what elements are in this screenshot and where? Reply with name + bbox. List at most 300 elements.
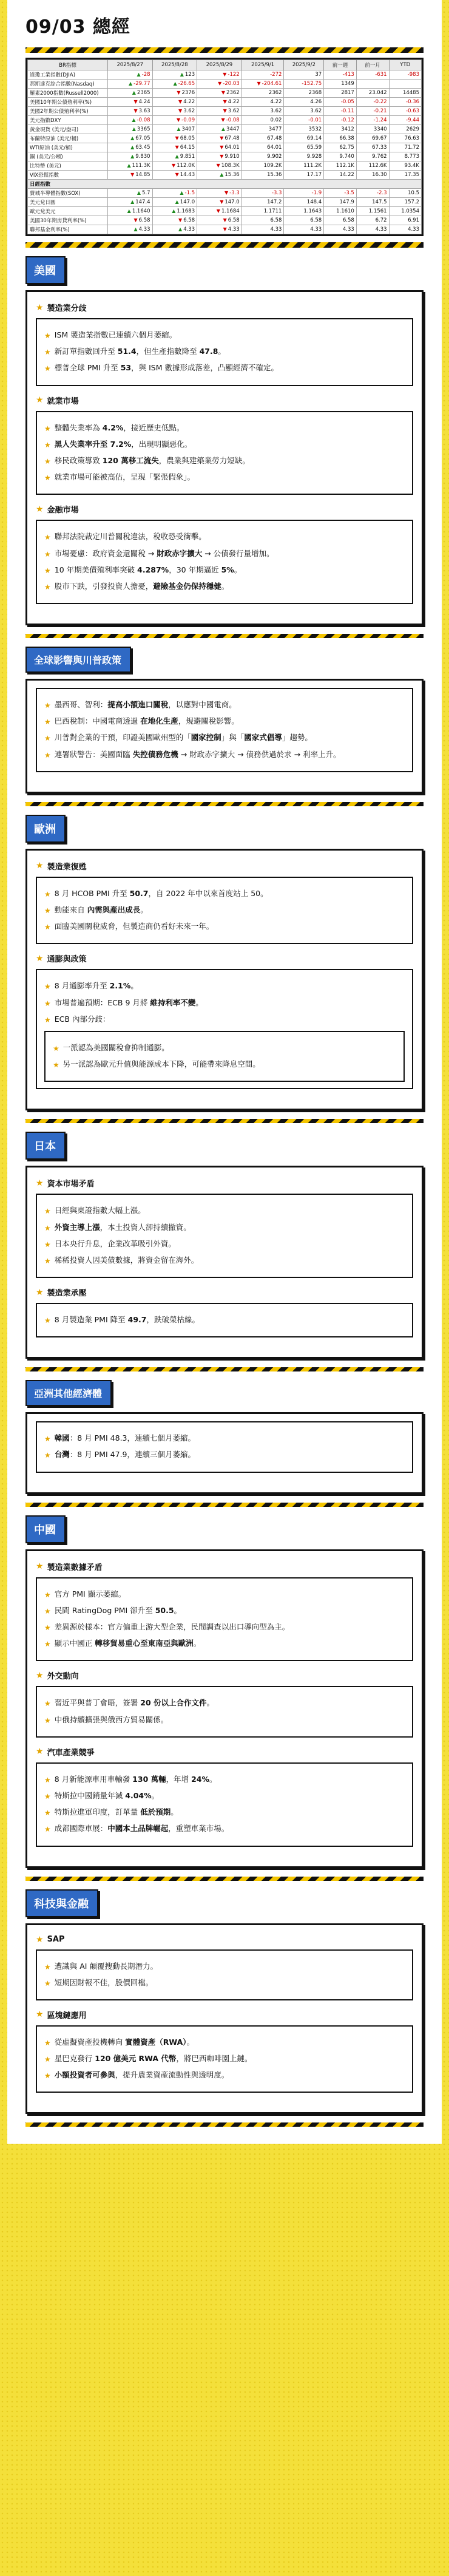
bullet-text	[55, 330, 177, 341]
table-cell	[152, 80, 197, 89]
bullet-item	[53, 1059, 396, 1070]
star-icon: ★	[44, 750, 51, 760]
section-card-asia	[25, 1412, 424, 1494]
table-cell-value: 14.43	[180, 172, 195, 178]
table-cell-value: 4.33	[310, 226, 322, 233]
table-cell	[324, 152, 357, 161]
table-cell-value: -204.61	[262, 81, 282, 87]
table-cell-value: 1.1640	[132, 208, 150, 214]
bullet-segment: 市場憂慮：政府資金還關稅 →	[54, 548, 157, 558]
table-cell-value: 4.33	[375, 226, 387, 233]
triangle-up-icon: ▲	[132, 117, 136, 123]
bullet-bold: 低於預期	[140, 1807, 171, 1817]
subsection-heading	[36, 503, 413, 515]
triangle-down-icon: ▼	[178, 99, 183, 104]
bullet-bold: 50.7	[129, 888, 149, 898]
table-cell	[241, 80, 284, 89]
star-icon: ★	[53, 1044, 59, 1053]
table-row	[28, 143, 422, 152]
bullet-segment: 從虛擬資產投機轉向	[54, 2037, 126, 2047]
bullet-item	[53, 1043, 396, 1053]
table-cell-value: 9.851	[180, 154, 195, 160]
table-cell	[197, 152, 242, 161]
triangle-down-icon: ▼	[257, 81, 261, 86]
subsection-title: 通膨與政策	[47, 955, 87, 965]
bullet-segment: ，跌破榮枯線。	[146, 1315, 200, 1325]
bullet-box	[36, 318, 413, 386]
bullet-text	[55, 363, 279, 373]
star-icon: ★	[44, 1207, 51, 1216]
bullet-bold: 2.1%	[109, 981, 131, 991]
table-cell	[108, 125, 153, 134]
table-cell	[108, 98, 153, 107]
section-card-us	[25, 290, 424, 625]
hazard-divider	[25, 1119, 424, 1123]
hazard-divider	[25, 802, 424, 806]
table-cell	[241, 125, 284, 134]
bullet-segment: ，本土投資人卻持續撤資。	[100, 1222, 191, 1232]
table-cell-value: 147.4	[135, 199, 150, 205]
table-cell-value: 4.33	[408, 226, 419, 233]
table-cell-value: -26.65	[178, 81, 195, 87]
table-cell	[152, 161, 197, 171]
nested-bullet-box	[44, 1031, 405, 1082]
bullet-segment: 一派認為美國關稅會抑制通膨。	[62, 1042, 169, 1052]
table-cell-value: 9.928	[306, 154, 322, 160]
table-header-cell: 2025/9/2	[284, 60, 324, 70]
section-title: 美國	[25, 256, 66, 284]
table-row-label: 道瓊工業指數(DJIA)	[28, 70, 108, 80]
table-cell	[197, 189, 242, 198]
table-cell-value: 1349	[341, 81, 354, 87]
bullet-bold: 4.287%	[137, 565, 169, 574]
bullet-text	[55, 1223, 191, 1233]
star-icon: ★	[44, 999, 51, 1008]
star-icon: ★	[44, 364, 51, 373]
table-header-cell: 前一週	[324, 60, 357, 70]
bullet-bold: 台灣	[54, 1450, 70, 1460]
table-cell-value: 65.59	[306, 144, 322, 151]
star-icon: ★	[44, 906, 51, 915]
bullet-segment: 墨西哥、智利：	[54, 700, 108, 710]
bullet-item	[44, 2054, 405, 2064]
table-cell	[284, 216, 324, 225]
triangle-up-icon: ▲	[132, 126, 136, 132]
table-cell-value: 6.58	[310, 217, 322, 223]
table-cell-value: 6.91	[408, 217, 419, 223]
table-cell-value: 10.5	[408, 190, 419, 196]
bullet-item	[44, 1206, 405, 1216]
bullet-item	[44, 716, 405, 727]
bullet-segment: 。	[234, 565, 242, 574]
star-icon: ★	[44, 2038, 51, 2047]
bullet-text	[55, 889, 268, 899]
table-cell	[324, 98, 357, 107]
subsection-title: 區塊鏈應用	[47, 2011, 87, 2020]
bullet-text	[55, 1239, 176, 1249]
star-icon: ★	[44, 718, 51, 727]
table-cell-value: 111.3K	[132, 163, 150, 169]
table-cell	[152, 216, 197, 225]
bullet-text	[55, 565, 242, 576]
triangle-down-icon: ▼	[130, 172, 135, 177]
subsection-title: 資本市場矛盾	[47, 1180, 95, 1189]
triangle-down-icon: ▼	[223, 226, 227, 232]
table-cell	[241, 189, 284, 198]
table-cell-value: -272	[270, 72, 282, 78]
bullet-segment: 8 月通膨率升至	[54, 981, 110, 991]
table-cell-value: -0.11	[340, 108, 354, 114]
triangle-up-icon: ▲	[127, 163, 131, 168]
bullet-item	[44, 998, 405, 1008]
bullet-item	[44, 1433, 405, 1444]
star-icon: ★	[44, 424, 51, 433]
table-cell-value: 2368	[308, 90, 322, 96]
table-cell-value: -0.05	[340, 99, 354, 105]
triangle-down-icon: ▼	[133, 217, 138, 223]
table-row	[28, 198, 422, 207]
table-cell	[284, 152, 324, 161]
bullet-bold: 24%	[191, 1774, 210, 1784]
table-header-cell: BR指標	[28, 60, 108, 70]
table-cell	[324, 198, 357, 207]
hazard-divider	[25, 47, 424, 53]
table-cell	[284, 107, 324, 116]
table-cell-value: 3412	[341, 126, 354, 132]
star-icon: ★	[44, 1015, 51, 1024]
triangle-down-icon: ▼	[216, 163, 220, 168]
table-cell-value: 71.72	[404, 144, 419, 151]
table-cell	[152, 207, 197, 216]
bullet-item	[44, 1824, 405, 1834]
table-cell-value: 4.33	[138, 226, 150, 233]
table-cell-value: 3340	[373, 126, 387, 132]
table-cell-value: 3447	[226, 126, 240, 132]
table-cell	[356, 216, 389, 225]
triangle-up-icon: ▲	[137, 190, 141, 195]
table-cell	[324, 89, 357, 98]
table-cell	[108, 207, 153, 216]
triangle-down-icon: ▼	[176, 117, 181, 123]
bullet-segment: ，提升農業資產流動性與透明度。	[115, 2070, 229, 2080]
table-row	[28, 216, 422, 225]
bullet-bold: 外資主導上漲	[54, 1222, 100, 1232]
star-icon: ★	[36, 302, 44, 313]
bullet-item	[44, 922, 405, 932]
triangle-up-icon: ▲	[130, 154, 135, 159]
bullet-segment: 動能來自	[54, 905, 87, 914]
bullet-item	[44, 582, 405, 592]
subsection-title: 外交動向	[47, 1672, 79, 1682]
subsection-heading	[36, 1935, 413, 1945]
table-header-cell: 2025/9/1	[241, 60, 284, 70]
table-cell	[356, 152, 389, 161]
table-cell-value: 2376	[181, 90, 195, 96]
star-icon: ★	[36, 2010, 44, 2020]
table-cell-value: 16.30	[372, 172, 387, 178]
table-cell	[241, 198, 284, 207]
table-cell	[284, 198, 324, 207]
table-cell	[108, 89, 153, 98]
table-cell	[152, 70, 197, 80]
table-cell	[284, 171, 324, 180]
bullet-box	[36, 1421, 413, 1472]
table-cell-value: 109.2K	[263, 163, 282, 169]
table-cell	[284, 143, 324, 152]
table-cell	[241, 216, 284, 225]
bullet-bold: 小額投資者可參與	[54, 2070, 115, 2080]
bullet-box	[36, 1949, 413, 2000]
table-cell	[197, 198, 242, 207]
table-cell	[324, 161, 357, 171]
bullet-segment: 遭識與 AI 顛覆搜動長期潛力。	[54, 1961, 158, 1971]
bullet-item	[44, 423, 405, 433]
table-cell-value: 8.773	[404, 154, 419, 160]
table-cell-value: 76.63	[404, 135, 419, 141]
star-icon: ★	[44, 1809, 51, 1818]
subsection-heading	[36, 1561, 413, 1572]
bullet-bold: 韓國	[54, 1433, 70, 1443]
triangle-down-icon: ▼	[216, 208, 220, 214]
bullet-text	[55, 1715, 169, 1725]
table-cell	[241, 143, 284, 152]
subsection-title: 製造業承壓	[47, 1289, 87, 1299]
bullet-segment: 。	[151, 1790, 160, 1800]
bullet-segment: ，規避關稅影響。	[178, 716, 239, 726]
bullet-segment: 。	[221, 581, 229, 591]
table-cell-value: 6.58	[270, 217, 282, 223]
bullet-segment: 。	[218, 347, 226, 356]
bullet-segment: 巴西稅制：中國電商透過	[54, 716, 141, 726]
table-header-cell: 2025/8/27	[108, 60, 153, 70]
table-cell	[197, 171, 242, 180]
sections-container	[25, 256, 424, 2127]
table-cell	[152, 98, 197, 107]
star-icon: ★	[44, 889, 51, 899]
bullet-item	[44, 1775, 405, 1785]
table-cell-value: -0.21	[373, 108, 387, 114]
bullet-segment: ：8 月 PMI 47.9，連續三個月萎縮。	[69, 1450, 195, 1460]
table-cell-value: 1.1643	[303, 208, 322, 214]
bullet-text	[55, 1315, 200, 1325]
table-cell	[152, 189, 197, 198]
table-cell-value: 15.36	[224, 172, 240, 178]
star-icon: ★	[44, 1623, 51, 1632]
table-cell-value: 1.1684	[221, 208, 240, 214]
bullet-text	[55, 700, 237, 710]
table-row-label: 比特幣 (美元)	[28, 161, 108, 171]
table-cell-value: 62.75	[339, 144, 354, 151]
table-cell	[389, 134, 421, 143]
section-header-us	[25, 256, 424, 284]
bullet-box	[36, 1762, 413, 1847]
bullet-text	[55, 532, 206, 542]
triangle-up-icon: ▲	[127, 208, 131, 214]
table-cell-value: 3.62	[310, 108, 322, 114]
bullet-item	[44, 440, 405, 450]
table-header-cell: 2025/8/29	[197, 60, 242, 70]
triangle-down-icon: ▼	[223, 99, 227, 104]
table-row-label: 布蘭特原油 (美元/桶)	[28, 134, 108, 143]
table-cell-value: 3.62	[183, 108, 195, 114]
bullet-text	[55, 1014, 110, 1025]
table-cell	[356, 89, 389, 98]
bullet-text	[55, 716, 239, 727]
bullet-segment: 。	[195, 997, 203, 1007]
bullet-box	[36, 2025, 413, 2093]
hazard-divider	[25, 1503, 424, 1507]
section-card-eu	[25, 849, 424, 1111]
bullet-bold: 轉移貿易重心至東南亞與歐洲	[95, 1639, 194, 1648]
bullet-segment: 」趨勢。	[282, 733, 312, 743]
table-cell	[241, 171, 284, 180]
table-cell	[108, 134, 153, 143]
bullet-segment: ，將巴西咖啡園上鏈。	[176, 2054, 252, 2064]
triangle-down-icon: ▼	[220, 135, 224, 141]
star-icon: ★	[36, 1178, 44, 1188]
subsection-title: 汽車產業競爭	[47, 1748, 95, 1758]
table-cell	[284, 98, 324, 107]
bullet-bold: 53	[120, 363, 132, 373]
star-icon: ★	[44, 1435, 51, 1444]
table-cell	[197, 225, 242, 234]
table-row	[28, 207, 422, 216]
table-cell-value: 3.62	[270, 108, 282, 114]
table-cell-value: 15.36	[267, 172, 282, 178]
star-icon: ★	[44, 457, 51, 466]
market-table-container	[25, 58, 424, 236]
table-cell-value: 112.0K	[177, 163, 195, 169]
table-row	[28, 189, 422, 198]
bullet-text	[55, 1978, 154, 1988]
subsection-heading	[36, 1286, 413, 1298]
table-row-label: 美元指數DXY	[28, 116, 108, 125]
bullet-segment: 。	[140, 905, 148, 914]
triangle-up-icon: ▲	[180, 72, 184, 77]
triangle-down-icon: ▼	[175, 135, 179, 141]
table-cell	[389, 189, 421, 198]
bullet-bold: 國家控制	[191, 733, 221, 743]
bullet-text	[55, 1775, 217, 1785]
bullet-segment: 整體失業率為	[54, 423, 103, 432]
table-row	[28, 70, 422, 80]
triangle-up-icon: ▲	[175, 154, 179, 159]
table-row	[28, 89, 422, 98]
bullet-item	[44, 1239, 405, 1249]
table-cell-value: -0.08	[137, 117, 150, 123]
star-icon: ★	[44, 1979, 51, 1988]
bullet-item	[44, 1256, 405, 1266]
triangle-down-icon: ▼	[178, 217, 183, 223]
bullet-bold: 120 億美元 RWA 代幣	[95, 2054, 177, 2064]
table-cell-value: 147.0	[224, 199, 240, 205]
table-cell	[108, 198, 153, 207]
triangle-up-icon: ▲	[178, 226, 183, 232]
table-row-label: 美國2年期公債殖利率(%)	[28, 107, 108, 116]
bullet-item	[44, 472, 405, 483]
table-cell-value: 1.1683	[177, 208, 195, 214]
bullet-text	[55, 347, 226, 357]
table-row-label: 美國10年期公債殖利率(%)	[28, 98, 108, 107]
bullet-segment: 日本央行升息，企業改革吸引外資。	[54, 1239, 176, 1248]
table-row-label: 羅素2000指數(Russell2000)	[28, 89, 108, 98]
bullet-segment: ，農業與建築業勞力短缺。	[158, 455, 250, 465]
table-cell	[152, 134, 197, 143]
table-cell-value: 68.05	[180, 135, 195, 141]
bullet-box	[36, 520, 413, 604]
section-card-cn	[25, 1549, 424, 1868]
table-row-label: 銅 (美元/公噸)	[28, 152, 108, 161]
bullet-box	[36, 1194, 413, 1278]
table-cell-value: 17.35	[404, 172, 419, 178]
table-cell	[108, 225, 153, 234]
bullet-text	[55, 998, 203, 1008]
table-cell	[197, 134, 242, 143]
table-row	[28, 161, 422, 171]
table-cell-value: 2365	[137, 90, 150, 96]
table-cell	[108, 116, 153, 125]
triangle-up-icon: ▲	[130, 144, 135, 150]
table-cell	[197, 89, 242, 98]
table-cell	[152, 143, 197, 152]
hazard-divider	[25, 2122, 424, 2127]
star-icon: ★	[44, 2071, 51, 2081]
bullet-box	[36, 411, 413, 495]
bullet-segment: 」與「	[221, 733, 245, 743]
table-cell-value: -122	[228, 72, 240, 78]
table-cell-value: 4.33	[183, 226, 195, 233]
table-cell-value: 6.58	[183, 217, 195, 223]
table-cell-value: -0.12	[340, 117, 354, 123]
section-header-asia	[25, 1380, 424, 1406]
table-cell	[284, 134, 324, 143]
table-row-label: 黃金現貨 (美元/盎司)	[28, 125, 108, 134]
bullet-segment: ，自 2022 年中以來首度站上 50。	[148, 888, 268, 898]
bullet-item	[44, 1450, 405, 1460]
table-cell-value: 14.85	[135, 172, 150, 178]
table-cell	[389, 70, 421, 80]
table-cell-value: 1.1711	[263, 208, 282, 214]
section-header-tech	[25, 1889, 424, 1917]
table-cell	[197, 143, 242, 152]
triangle-down-icon: ▼	[218, 81, 222, 86]
bullet-segment: ：8 月 PMI 48.3，連續七個月萎縮。	[69, 1433, 195, 1443]
bullet-text	[55, 1824, 229, 1834]
star-icon: ★	[44, 582, 51, 591]
star-icon: ★	[53, 1061, 59, 1070]
bullet-box	[36, 688, 413, 772]
bullet-segment: 。	[130, 981, 138, 991]
triangle-down-icon: ▼	[223, 108, 227, 114]
bullet-text	[55, 549, 274, 559]
table-cell-value: 67.33	[372, 144, 387, 151]
triangle-down-icon: ▼	[172, 163, 176, 168]
table-cell-value: -413	[342, 72, 354, 78]
bullet-text	[55, 750, 341, 760]
table-row-label: 美元兌日圓	[28, 198, 108, 207]
triangle-down-icon: ▼	[221, 90, 226, 95]
triangle-down-icon: ▼	[224, 190, 229, 195]
table-cell	[324, 216, 357, 225]
bullet-segment: ISM 製造業指數已連續六個月萎縮。	[54, 330, 177, 339]
bullet-bold: 失控債務危機	[132, 749, 178, 759]
bullet-segment: 差異源於樣本：官方偏重上游大型企業，民間調查以出口導向型為主。	[54, 1622, 290, 1631]
table-cell-value: -1.5	[184, 190, 195, 196]
table-cell-value: 1.1561	[368, 208, 387, 214]
bullet-text	[55, 2054, 252, 2064]
bullet-bold: 20 份以上合作文件	[140, 1698, 207, 1708]
table-cell-value: 4.24	[138, 99, 150, 105]
